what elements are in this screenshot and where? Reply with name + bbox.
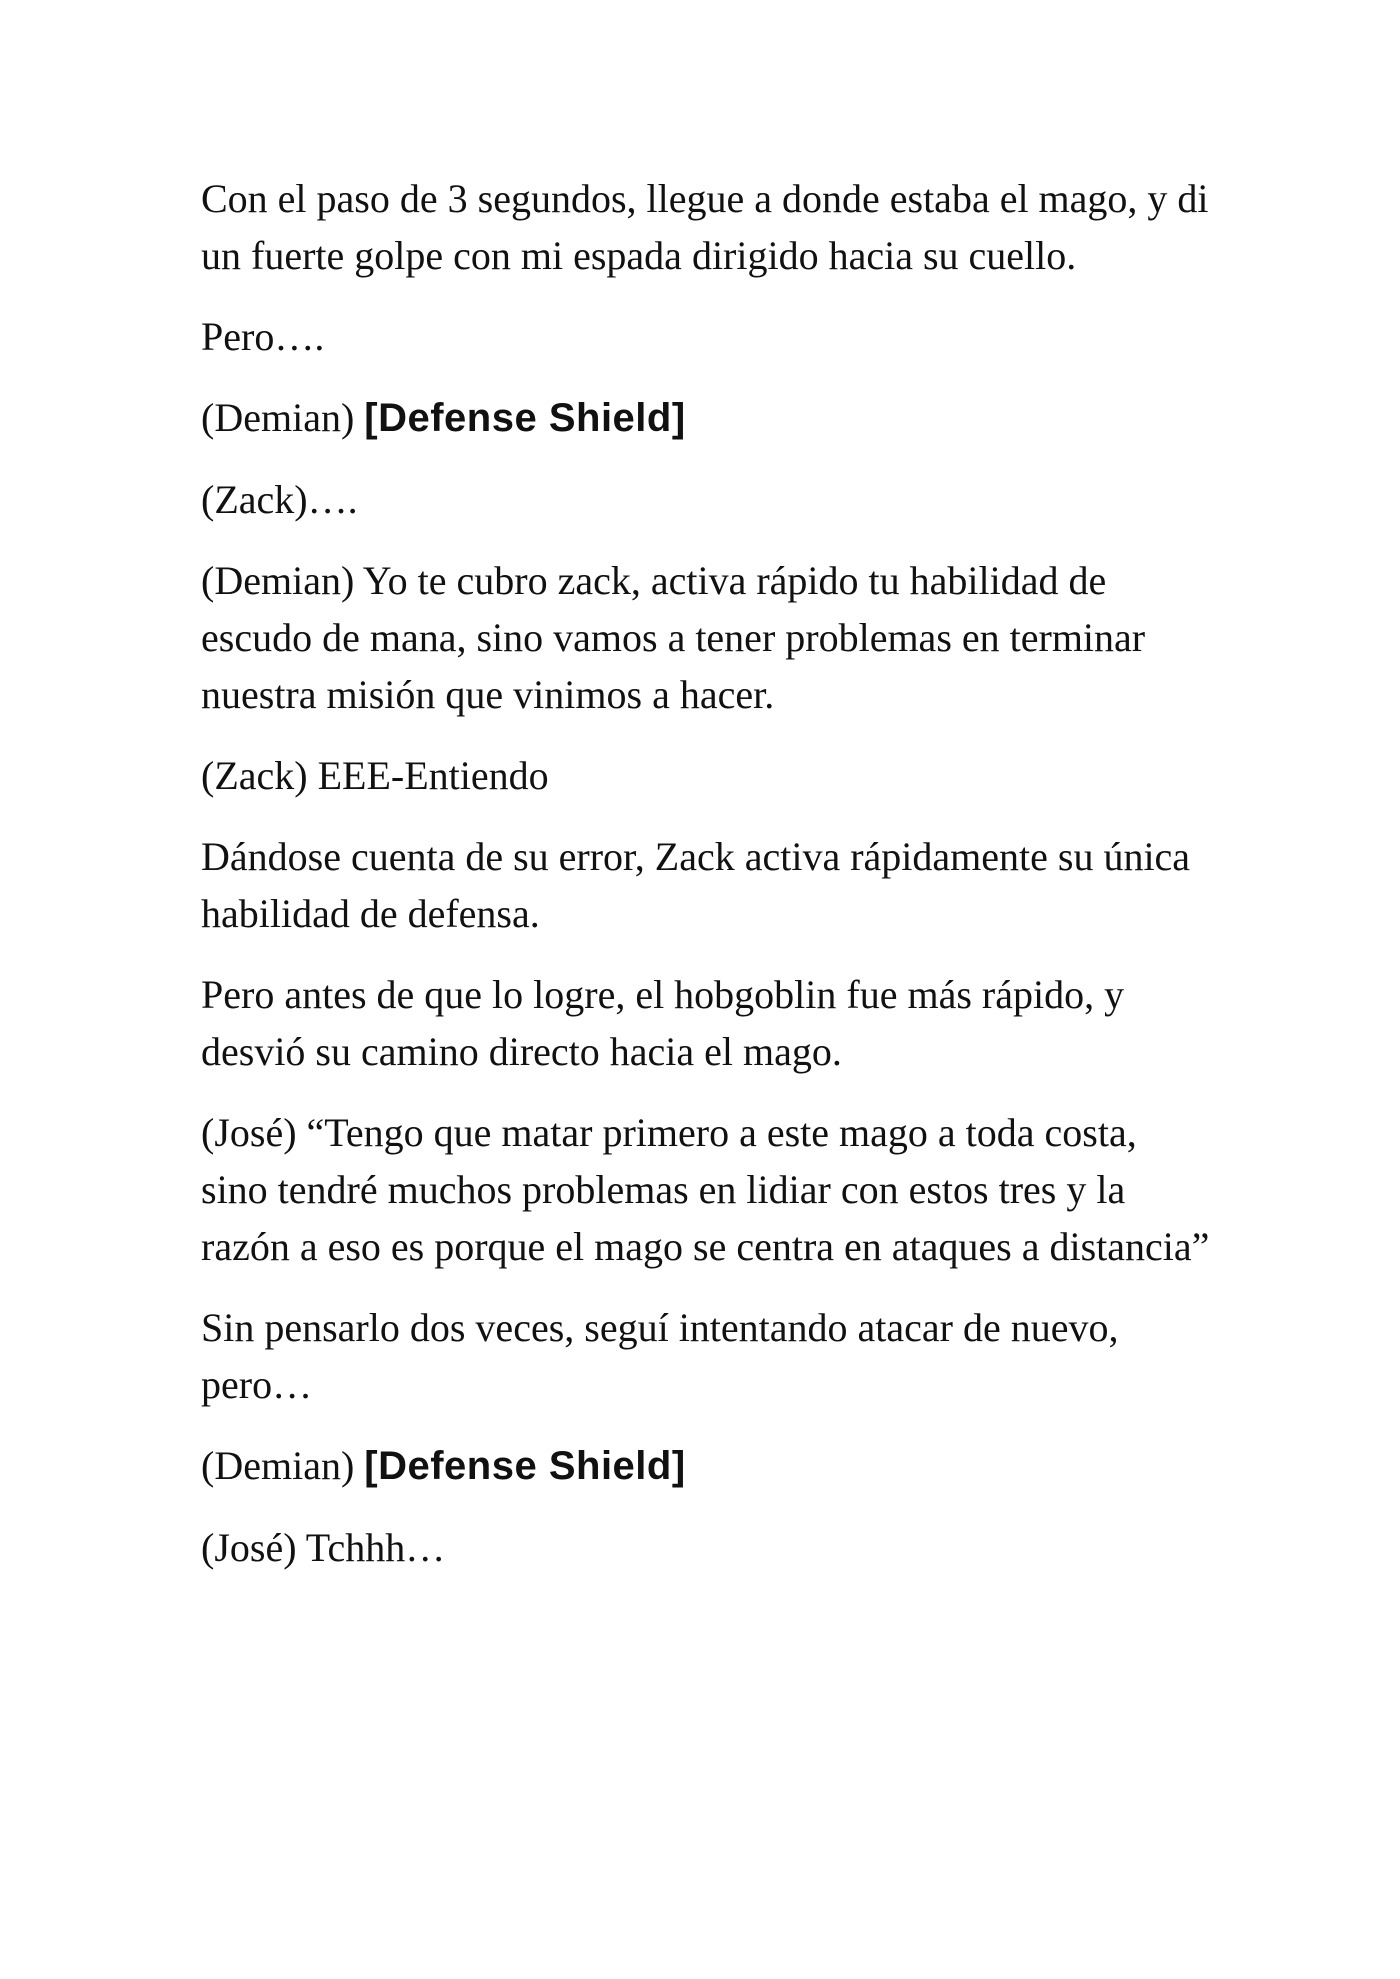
paragraph-7 [201,828,1211,942]
paragraph-6 [201,747,1211,804]
paragraph-text: (Zack)…. [201,477,358,522]
paragraph-4 [201,471,1211,528]
paragraph-8 [201,966,1211,1080]
paragraph-11 [201,1437,1211,1495]
paragraph-text: Pero…. [201,314,325,359]
speaker-label: (Demian) [201,395,365,440]
paragraph-text: (Zack) EEE-Entiendo [201,753,549,798]
paragraph-1 [201,170,1211,284]
document-body [201,170,1211,1600]
paragraph-text: Con el paso de 3 segundos, llegue a donde estaba el mago, y di un fuerte golpe con mi espada dirigido hacia su cuello. [201,176,1209,278]
paragraph-text: Dándose cuenta de su error, Zack activa rápidamente su única habilidad de defensa. [201,834,1191,936]
speaker-label: (Demian) [201,1443,365,1488]
skill-name: [Defense Shield] [364,1444,686,1488]
paragraph-10 [201,1299,1211,1413]
paragraph-text: (Demian) Yo te cubro zack, activa rápido tu habilidad de escudo de mana, sino vamos a tener problemas en terminar nuestra misión que vinimos a hacer. [201,558,1146,717]
paragraph-9 [201,1104,1211,1275]
paragraph-3 [201,389,1211,447]
skill-name: [Defense Shield] [364,396,686,440]
paragraph-12 [201,1519,1211,1576]
paragraph-text: (José) “Tengo que matar primero a este mago a toda costa, sino tendré muchos problemas en lidiar con estos tres y la razón a eso es porque el mago se centra en ataques a distancia” [201,1110,1210,1269]
paragraph-5 [201,552,1211,723]
paragraph-text: Pero antes de que lo logre, el hobgoblin fue más rápido, y desvió su camino directo hacia el mago. [201,972,1125,1074]
paragraph-2 [201,308,1211,365]
paragraph-text: Sin pensarlo dos veces, seguí intentando atacar de nuevo, pero… [201,1305,1119,1407]
paragraph-text: (José) Tchhh… [201,1525,446,1570]
